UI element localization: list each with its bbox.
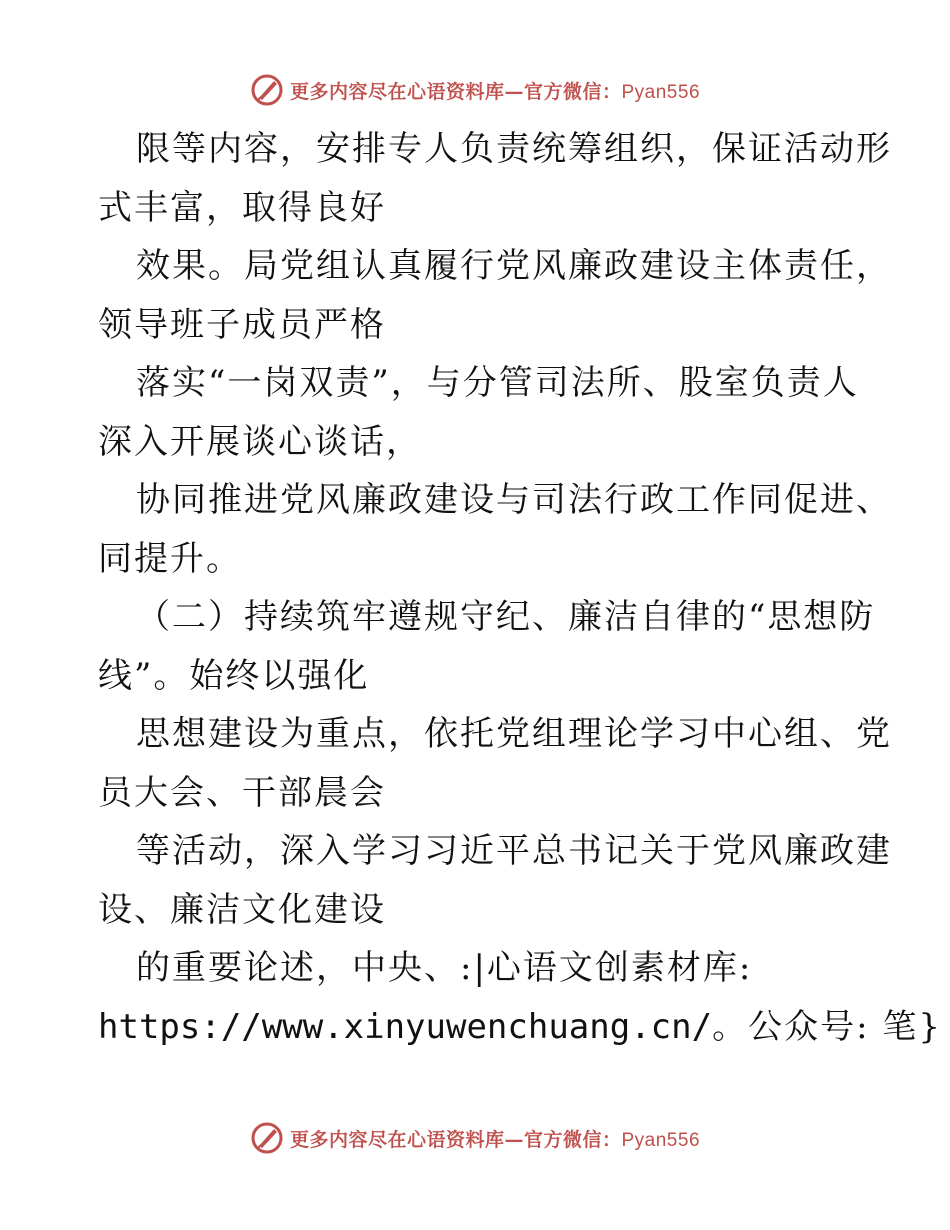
text-line: 限等内容，安排专人负责统筹组织，保证活动形 [136,129,892,169]
text-line: 效果。局党组认真履行党风廉政建设主体责任， [136,246,892,286]
text-line: 思想建设为重点，依托党组理论学习中心组、党 [136,714,892,754]
text-line: 员大会、干部晨会 [98,772,386,813]
header-banner [0,70,950,110]
text-line: 同提升。 [98,538,242,579]
text-line: 式丰富，取得良好 [98,187,386,228]
footer-banner-wechat-id: Pyan556 [621,1129,701,1151]
text-line: 等活动，深入学习习近平总书记关于党风廉政建 [136,831,892,871]
source-tail: 。公众号: 笔} [712,1006,942,1047]
text-line: 设、廉洁文化建设 [98,889,386,930]
text-line: 的重要论述，中央、:|心语文创素材库: [136,948,753,988]
footer-banner-text [290,1125,700,1152]
text-line: 领导班子成员严格 [98,304,386,345]
source-url: https://www.xinyuwenchuang.cn/ [98,1006,713,1047]
text-line: 落实“一岗双责”，与分管司法所、股室负责人 [136,363,859,403]
header-banner-wechat-id: Pyan556 [621,81,701,103]
quill-logo-icon [250,1121,284,1155]
footer-banner [0,1118,950,1158]
text-line-url [98,998,942,1057]
text-line: 线”。始终以强化 [98,655,370,696]
text-line: 协同推进党风廉政建设与司法行政工作同促进、 [136,480,892,520]
text-line: （二）持续筑牢遵规守纪、廉洁自律的“思想防 [136,597,876,637]
header-banner-text [290,77,700,104]
text-line: 深入开展谈心谈话， [98,421,422,462]
footer-banner-main: 更多内容尽在心语资料库 [289,1128,505,1151]
header-banner-dash: —官方微信： [504,80,622,103]
body-text [98,120,942,1056]
quill-logo-icon [250,73,284,107]
header-banner-main: 更多内容尽在心语资料库 [289,80,505,103]
footer-banner-dash: —官方微信： [504,1128,622,1151]
